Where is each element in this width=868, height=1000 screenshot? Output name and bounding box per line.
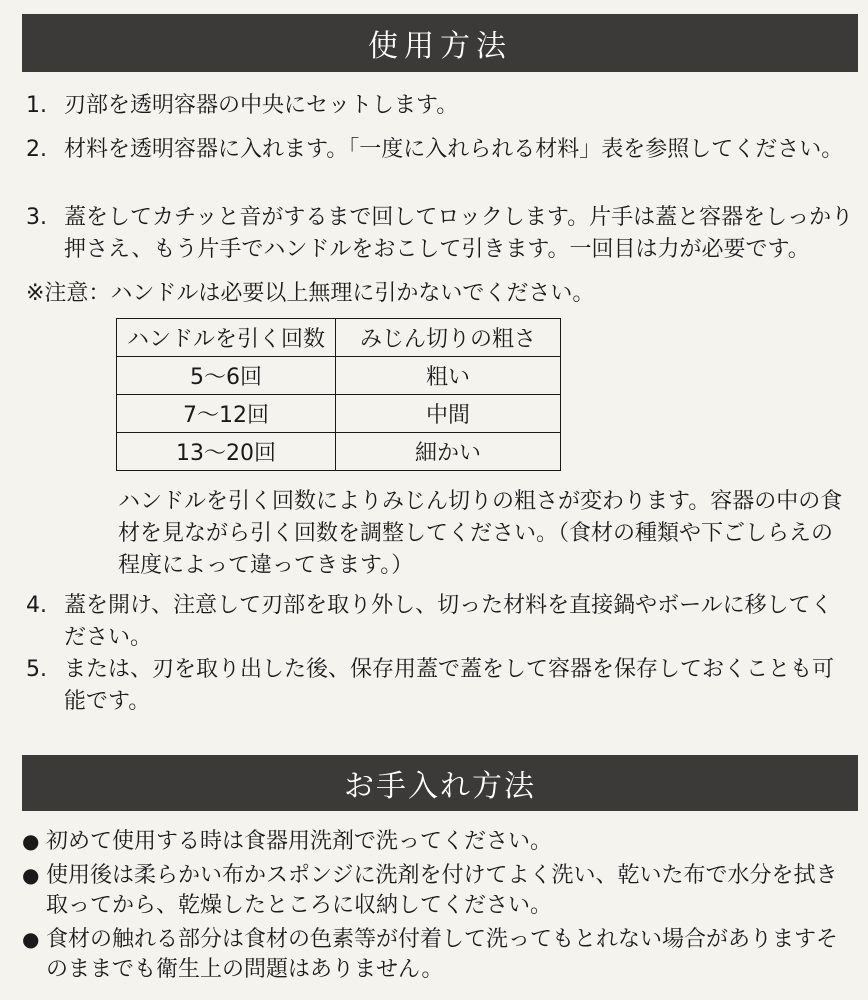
table-explanation: ハンドルを引く回数によりみじん切りの粗さが変わります。容器の中の食材を見ながら引く回数を調整してください。（食材の種類や下ごしらえの程度によって違ってきます。） bbox=[118, 489, 843, 578]
table-cell: 細かい bbox=[336, 433, 561, 471]
usage-step-text: または、刃を取り出した後、保存用蓋で蓋をして容器を保存しておくことも可能です。 bbox=[64, 657, 835, 714]
usage-section-header bbox=[22, 14, 858, 72]
table-row bbox=[117, 433, 561, 471]
table-cell: 粗い bbox=[336, 357, 561, 395]
usage-step-number: 4. bbox=[26, 593, 47, 618]
usage-step-4 bbox=[26, 590, 854, 654]
table-cell: 7～12回 bbox=[117, 395, 336, 433]
usage-step-number: 2. bbox=[26, 137, 47, 162]
bullet-icon: ● bbox=[22, 927, 40, 951]
care-item-text: 初めて使用する時は食器用洗剤で洗ってください。 bbox=[46, 829, 553, 854]
bullet-icon: ● bbox=[22, 863, 40, 887]
table-cell: 中間 bbox=[336, 395, 561, 433]
usage-step-2 bbox=[26, 134, 854, 166]
usage-step-text: 蓋を開け、注意して刃部を取り外し、切った材料を直接鍋やボールに移してください。 bbox=[64, 593, 833, 650]
table-header-row bbox=[117, 319, 561, 357]
care-item-3 bbox=[22, 924, 856, 985]
bullet-icon: ● bbox=[22, 829, 40, 853]
table-row bbox=[117, 357, 561, 395]
usage-step-1 bbox=[26, 90, 854, 122]
usage-step-number: 1. bbox=[26, 93, 47, 118]
care-item-1 bbox=[22, 826, 856, 857]
table-row bbox=[117, 395, 561, 433]
usage-step-number: 3. bbox=[26, 205, 47, 230]
usage-section-title: 使用方法 bbox=[368, 29, 512, 64]
table-header-cell: ハンドルを引く回数 bbox=[117, 319, 336, 357]
care-item-2 bbox=[22, 860, 856, 921]
care-section-header bbox=[22, 755, 858, 811]
usage-step-text: 刃部を透明容器の中央にセットします。 bbox=[64, 93, 459, 118]
care-item-text: 食材の触れる部分は食材の色素等が付着して洗ってもとれない場合がありますそのままでも衛生上の問題はありません。 bbox=[46, 927, 839, 982]
care-section-title: お手入れ方法 bbox=[344, 769, 536, 804]
usage-step-text: 蓋をしてカチッと音がするまで回してロックします。片手は蓋と容器をしっかり押さえ、もう片手でハンドルをおこして引きます。一回目は力が必要です。 bbox=[64, 205, 854, 262]
usage-step-text: 材料を透明容器に入れます。「一度に入れられる材料」表を参照してください。 bbox=[64, 137, 844, 162]
table-cell: 13～20回 bbox=[117, 433, 336, 471]
care-item-text: 使用後は柔らかい布かスポンジに洗剤を付けてよく洗い、乾いた布で水分を拭き取ってから、乾燥したところに収納してください。 bbox=[46, 863, 838, 918]
table-header-cell: みじん切りの粗さ bbox=[336, 319, 561, 357]
chop-coarseness-table bbox=[116, 318, 561, 471]
caution-note: ※注意：ハンドルは必要以上無理に引かないでください。 bbox=[26, 281, 595, 306]
usage-step-3 bbox=[26, 202, 854, 266]
table-cell: 5～6回 bbox=[117, 357, 336, 395]
usage-step-5 bbox=[26, 654, 854, 718]
usage-step-number: 5. bbox=[26, 657, 47, 682]
